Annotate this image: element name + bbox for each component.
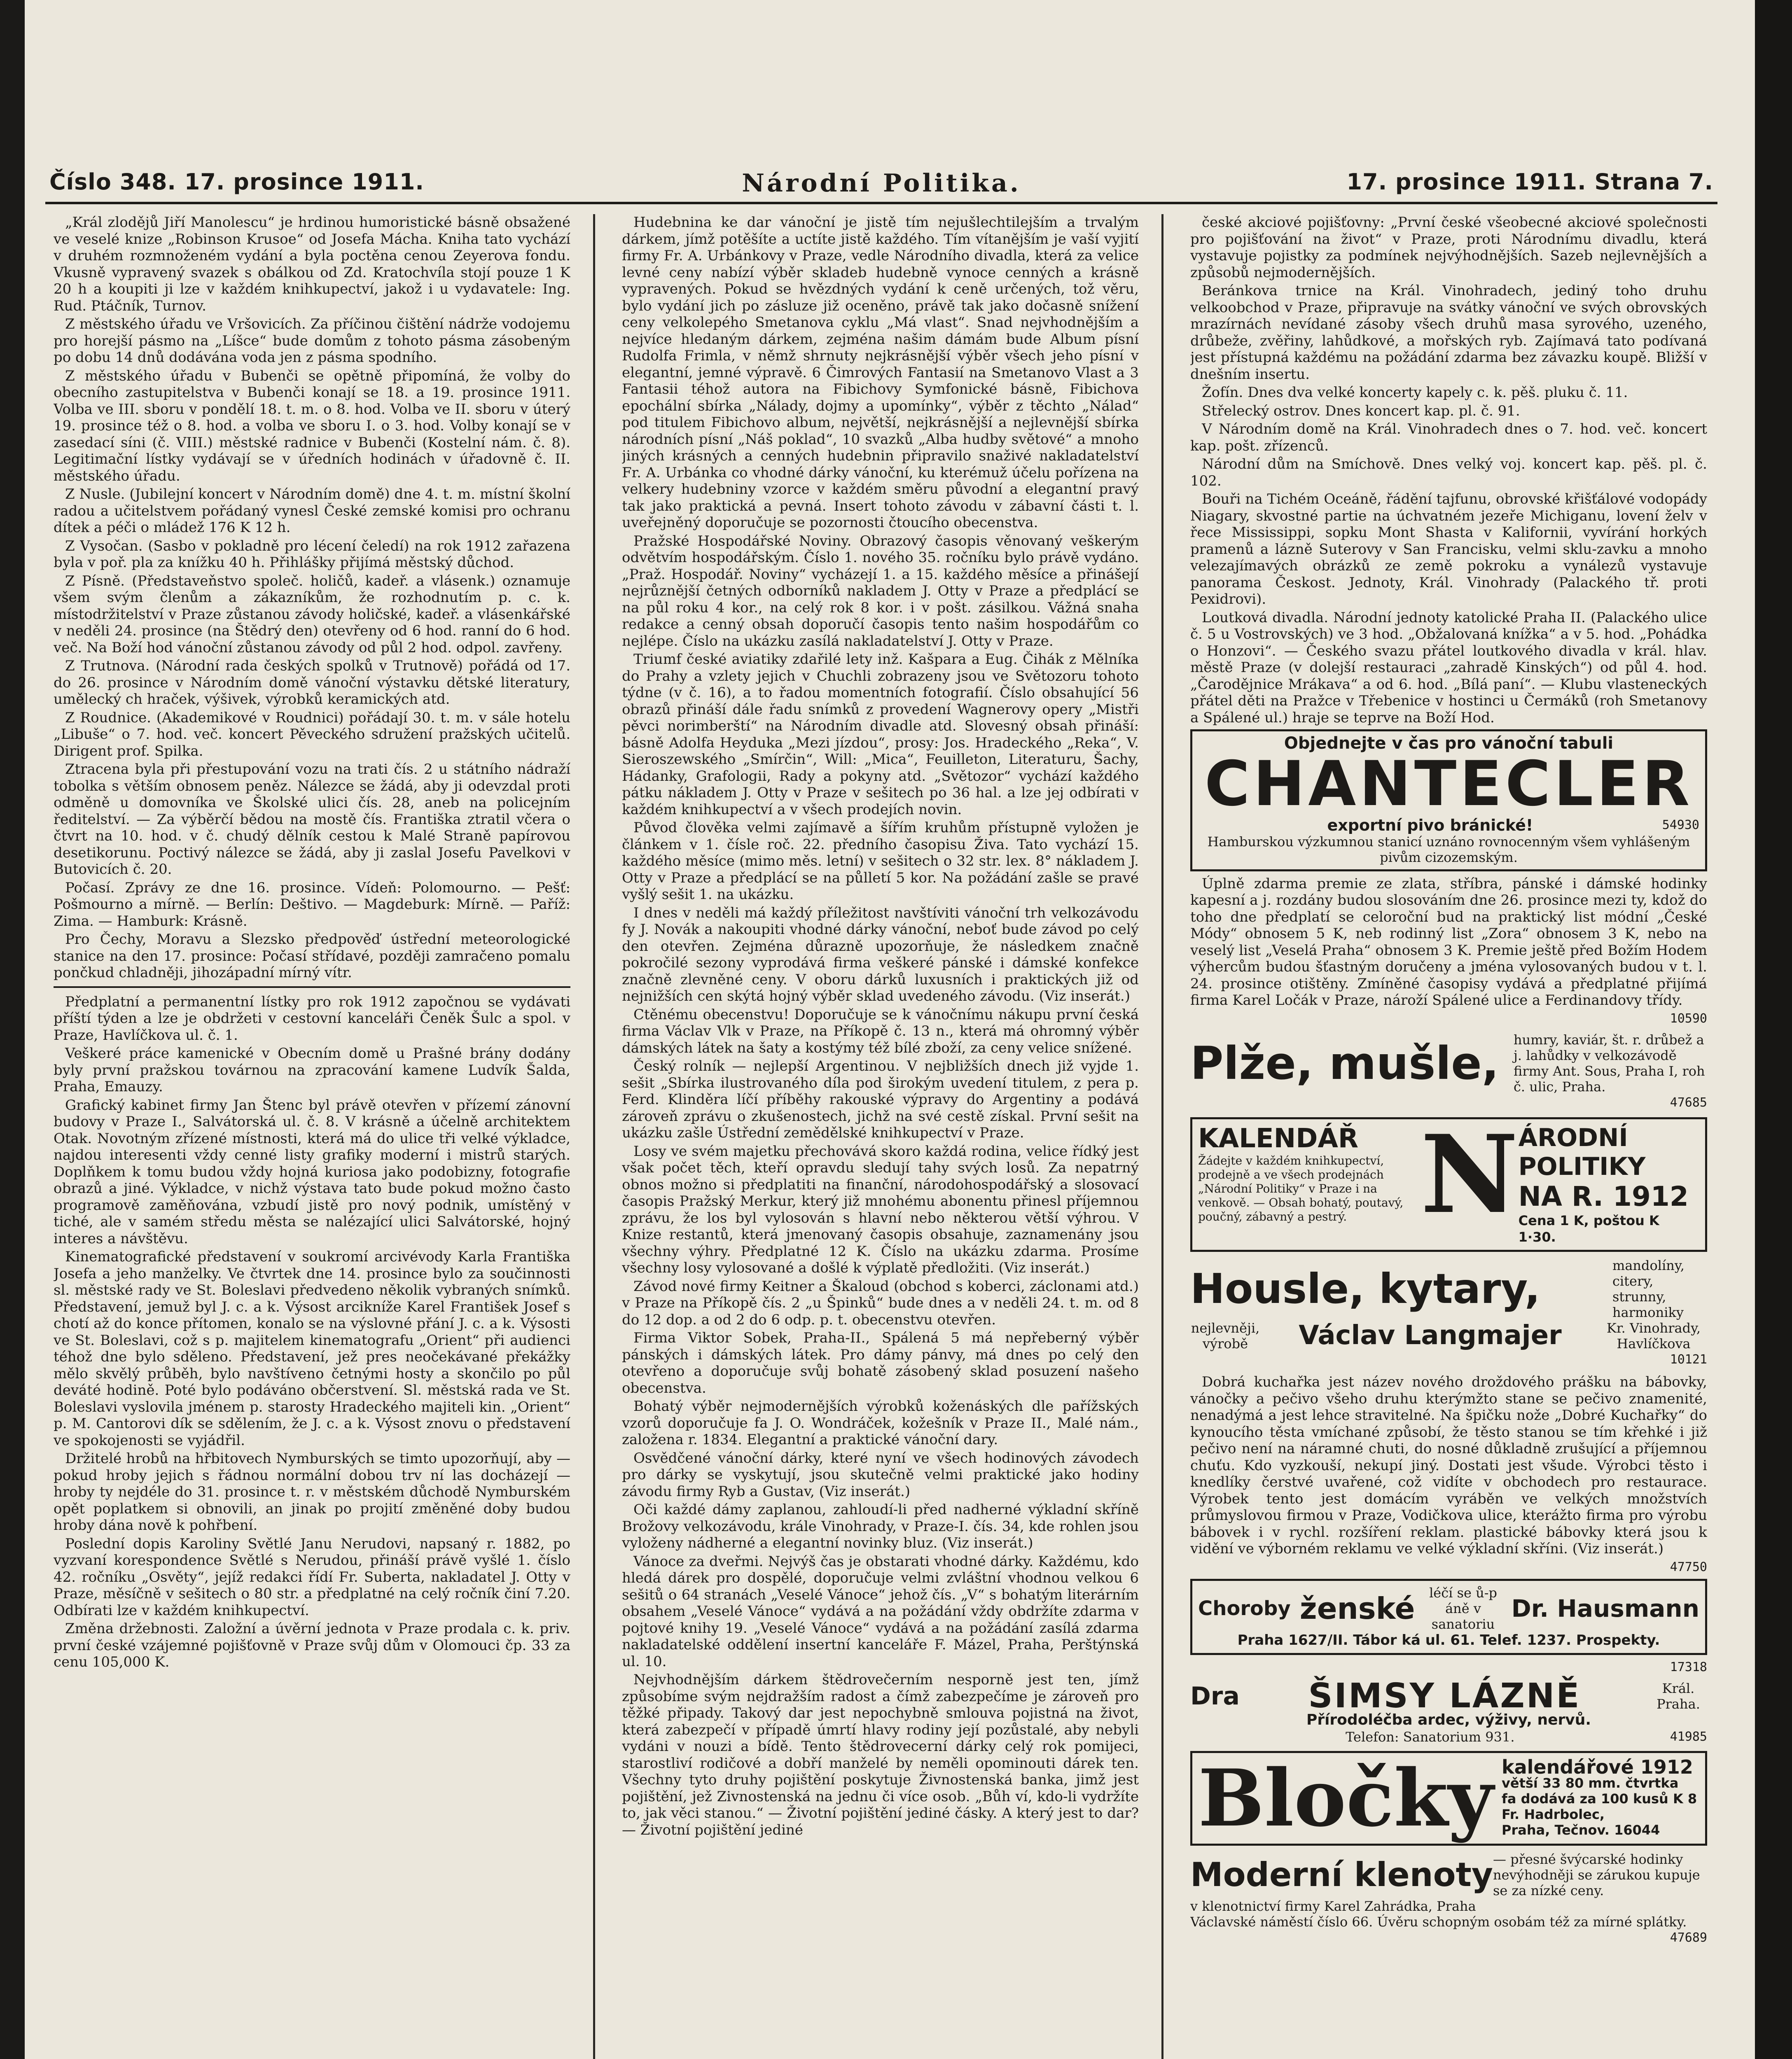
article: Veškeré práce kamenické v Obecním domě u Prašné brány dodány byly první pražskou továrnou na zpracování kamene Ludvík Šalda, Praha, Emauzy.	[54, 1045, 570, 1095]
article: Pražské Hospodářské Noviny. Obrazový časopis věnovaný veškerým odvětvím hospodářským. Číslo 1. nového 35. ročníku bylo právě vydáno. „Praž. Hospodář. Noviny“ vycházejí 1. a 15. každého měsíce a přinášejí nejrůznější četných odborníků nakladem J. Otty v Praze a předplácí se na půl roku 4 kor., na celý rok 8 kor. i v pošt. zásilkou. Vážná snaha redakce a cenný obsah doporučí časopis tento našim hospodářům co nejlépe. Číslo na ukázku zasílá nakladatelství J. Otty v Praze.	[622, 532, 1139, 649]
ad-choroby-name: Dr. Hausmann	[1511, 1594, 1699, 1622]
section-rule	[54, 986, 570, 988]
ad-chantecler	[1190, 729, 1707, 871]
article: V Národním domě na Král. Vinohradech dnes o 7. hod. več. koncert kap. pošt. zřízenců.	[1190, 421, 1707, 454]
ad-blocky-l5: Praha, Tečnov. 16044	[1502, 1822, 1660, 1838]
ad-simsy-title: ŠIMSY LÁZNĚ	[1308, 1676, 1581, 1716]
scan-edge-left	[0, 0, 25, 2059]
ad-plze-title: Plže, mušle,	[1190, 1037, 1499, 1090]
ad-number: 17318	[1670, 1660, 1707, 1674]
article: Pro Čechy, Moravu a Slezsko předpověď ústřední meteorologické stanice na den 17. prosince: Počasí střídavé, později zamračeno pomalu pončkud chladněji, jihozápadní mírný vítr.	[54, 931, 570, 981]
ad-chantecler-line1: exportní pivo bránické!	[1327, 816, 1533, 834]
ad-kalendar	[1190, 1111, 1707, 1252]
ad-housle	[1190, 1256, 1707, 1370]
ad-choroby-address: Praha 1627/II. Tábor ká ul. 61. Telef. 1237. Prospekty.	[1237, 1632, 1660, 1648]
ad-simsy-line3: Telefon: Sanatorium 931.	[1346, 1729, 1515, 1745]
ad-housle-number: 10121	[1670, 1352, 1707, 1367]
ad-kalendar-initial: N	[1421, 1111, 1519, 1237]
article: Nejvhodnějším dárkem štědrovečerním nesporně jest ten, jímž způsobíme svým nejdražším radost a čímž zabezpečíme je zároveň pro těžké připady. Takový dar jest nepochybně smlouva pojistná na život, která zabezpečí v případě úmrtí hlavy rodiny její pozůstalé, aby nebyli vydáni v nouzi a bídě. Tento štědrovecerní dárky celý rok pomijeci, starostliví rodičové a dobří manželé by neměli opominouti dárek ten. Všechny tyto druhy pojištění poskytuje Živnostenská banka, jimž jest pojištění, jež Zivnostenská na jednu či více osob. „Bůh ví, kdo-li vydržíte to, jak věci stanou.“ — Životní pojištění jediné čásky. A který jest to dar? — Životní pojištění jediné	[622, 1671, 1139, 1838]
article: Osvědčené vánoční dárky, které nyní ve všech hodinových závodech pro dárky se vyskytují, jsou skutečně velmi praktické jako hodiny závodu firmy Ryb a Gustav, (Viz inserát.)	[622, 1450, 1139, 1500]
article: Změna držebnosti. Založní a úvěrní jednota v Praze prodala c. k. priv. první české vzájemné pojišťovně v Praze svůj dům v Olomouci čp. 33 za cenu 105,000 K.	[54, 1620, 570, 1670]
newspaper-page	[45, 156, 1717, 2059]
ad-plze	[1190, 1030, 1707, 1113]
ad-choroby-mid: léčí se ů-p áně v sanatoriu	[1429, 1585, 1497, 1632]
article: Z Písně. (Představeňstvo společ. holičů, kadeř. a vlásenk.) oznamuje všem svým členům a zákazníkům, že rozhodnutím p. c. k. místodržitelství v Praze zůstanou závody holičské, kadeř. a vlásenkářské v neděli 24. prosince (na Štědrý den) otevřeny od 6 hod. ranní do 6 hod. več. Na Boží hod vánoční zůstanou závody od půl 2 hod. odpol. zavřeny.	[54, 572, 570, 656]
ad-number: 10590	[1670, 1011, 1707, 1026]
ad-blocky-l3: fa dodává za 100 kusů K 8	[1502, 1791, 1697, 1807]
article: Z Vysočan. (Sasbo v pokladně pro lécení čeledí) na rok 1912 zařazena byla v poř. pla za knížku 40 h. Přihlášky přijímá městský důchod.	[54, 537, 570, 571]
article: Bohatý výběr nejmodernějších výrobků koženáských dle pařížských vzorů doporučuje fa J. O. Wondráček, kožešník v Praze II., Malé nám., založena r. 1834. Elegantní a praktické vánoční dary.	[622, 1398, 1139, 1448]
article: Střelecký ostrov. Dnes koncert kap. pl. č. 91.	[1202, 402, 1520, 419]
ad-number: 47750	[1670, 1559, 1707, 1574]
ad-housle-right: mandolíny, citery, strunny, harmoniky	[1612, 1257, 1685, 1320]
article: Držitelé hrobů na hřbitovech Nymburských se timto upozorňují, aby — pokud hroby jejich s řádnou normální dobou trv ní las docházejí — hroby ty nejdéle do 31. prosince t. r. v městském důchodě Nymburském opět poplatkem si obnovili, an jinak po projití změněné doby budou hroby dána nově k pohřbení.	[54, 1450, 570, 1534]
ad-klenoty-title: Moderní klenoty	[1190, 1855, 1493, 1894]
ad-kalendar-price: Cena 1 K, poštou K 1·30.	[1518, 1212, 1659, 1245]
article: Český rolník — nejlepší Argentinou. V nejbližších dnech již vyjde 1. sešit „Sbírka ilustrovaného díla pod širokým uvedení titulem, z pera p. Ferd. Klinděra líčí příběhy rakouské výpravy do Argentiny a podává zároveň zprávu o zkušenostech, jichž na své cestě získal. První sešit na ukázku zašle Ústřední zemědělské knihkupectví v Praze.	[622, 1058, 1139, 1141]
ad-plze-text: humry, kaviár, št. r. drůbež a j. lahůdky v velkozávodě firmy Ant. Sous, Praha I, roh č. ulic, Praha.	[1514, 1032, 1705, 1095]
ad-chantecler-name: CHANTECLER	[1204, 748, 1693, 820]
article: české akciové pojišťovny: „První české všeobecné akciové společnosti pro pojišťování na život“ v Praze, proti Národnímu divadlu, která vystavuje pojistky za podmínek nejvýhodnějších. Sazeb nejlevnějších a způsobů nejmodernějších.	[1190, 214, 1707, 281]
article: Počasí. Zprávy ze dne 16. prosince. Vídeň: Polomourno. — Pešť: Pošmourno a mírně. — Berlín: Deštivo. — Magdeburk: Mírně. — Paříž: Zima. — Hamburk: Krásně.	[54, 879, 570, 929]
article: „Král zlodějů Jiří Manolescu“ je hrdinou humoristické básně obsažené ve veselé knize „Robinson Krusoe“ od Josefa Mácha. Kniha tato vychází v druhém rozmnoženém vydání a byla poctěna cenou Zeyerova fondu. Vkusně vypravený svazek s obálkou od Zd. Kratochvíla stojí pouze 1 K 20 h a koupiti ji lze v každém knihkupectví, jakož i u vydavatele: Ing. Rud. Ptáčník, Turnov.	[54, 214, 570, 314]
ad-kalendar-title: KALENDÁŘ	[1198, 1123, 1359, 1154]
article: Úplně zdarma premie ze zlata, stříbra, pánské i dámské hodinky kapesní a j. rozdány budou slosováním dne 26. prosince mezi ty, kdož do toho dne předplatí se celoroční bud na praktický list módní „České Módy“ obnosem 5 K, neb rodinný list „Zora“ obnosem 3 K, nebo na veselý list „Veselá Praha“ obnosem 3 K. Premie ještě před Božím Hodem výhercům budou šťastným doručeny a jména vylosovaných budou v t. l. 24. prosince otištěny. Zmíněné časopisy vydává a předplatné přijímá firma Karel Ločák v Praze, nároží Spálené ulice a Ferdinandovy třídy.	[1190, 875, 1707, 1008]
article: Vánoce za dveřmi. Nejvýš čas je obstarati vhodné dárky. Každému, kdo hledá dárek pro dospělé, doporučuje velmi zvláštní vhodnou velkou 6 sešitů o 64 stranách „Veselé Vánoce“ jehož čís. „V“ s bohatým literárním obsahem „Veselé Vánoce“ vydává a na požádání vždy obdržíte zdarma v pojtové knihy 19. „Veselé Vánoce“ vydává a na požádání zasílá zdarma nakladatelské oddělení insertní kanceláře F. Mázel, Praha, Perštýnská ul. 10.	[622, 1553, 1139, 1670]
header-rule	[45, 202, 1717, 204]
page-header	[45, 169, 1717, 206]
article: Původ člověka velmi zajímavě a šířím kruhům přístupně vyložen je článkem v 1. čísle roč. 22. předního časopisu Živa. Tato vychází 15. každého měsíce (mimo měs. letní) v sešitech o 32 str. lex. 8° nákladem J. Otty v Praze a předplácí se na půlletí 5 kor. Na požádání zašle se pravé vyšlý sešit 1. na ukázku.	[622, 819, 1139, 903]
ad-simsy-number: 41985	[1670, 1729, 1707, 1744]
ad-housle-title: Housle, kytary,	[1190, 1264, 1540, 1313]
column-1	[54, 214, 570, 2059]
ad-housle-name: Václav Langmajer	[1299, 1320, 1562, 1351]
scan-edge-right	[1755, 0, 1792, 2059]
ad-simsy-line2: Přírodoléčba ardec, výživy, nervů.	[1306, 1711, 1591, 1728]
article: Závod nové firmy Keitner a Škaloud (obchod s koberci, záclonami atd.) v Praze na Příkopě čís. 2 „u Špinků“ bude dnes a v neděli 24. t. m. od 8 do 12 dop. a od 2 do 6 odp. p. t. obecenstvu otevřen.	[622, 1278, 1139, 1328]
ad-blocky-title: Bločky	[1198, 1752, 1494, 1844]
ad-kalendar-title2: ÁRODNÍ POLITIKY	[1518, 1123, 1646, 1181]
ad-blocky-l4: Fr. Hadrbolec,	[1502, 1807, 1605, 1823]
ad-choroby-title: ženské	[1299, 1591, 1415, 1626]
issue-date: Číslo 348. 17. prosince 1911.	[49, 169, 424, 195]
article: Hudebnina ke dar vánoční je jistě tím nejušlechtilejším a trvalým dárkem, jímž potěšíte a uctíte jistě každého. Tím vítanějším je vaší vyjití firmy Fr. A. Urbánkovy v Praze, vedle Národního divadla, která za velice levné ceny nabízí výběr skladeb hudebně vynoce cenných a krásně vypravených. Pokud se hvězdných vydání k ceně určených, tož věru, bylo vydání jich po zásluze již oceněno, právě tak jako dočasně snížení ceny velkolepého Smetanova cyklu „Má vlast“. Snad nejvhodnějším a nejvíce hledaným dárkem, zejména našim dámám bude Album písní Rudolfa Frimla, v němž shrnuty nejkrásnější výběr všech jeho písní v elegantní, jemné výpravě. 6 Čimrových Fantasií na Smetanovo Vlast a 3 Fantasii téhož autora na Fibichovy Symfonické básně, Fibichova epochální sbírka „Nálady, dojmy a upomínky“, výběr z těchto „Nálad“ pod titulem Fibichovo album, největší, nejkrásnější a nejlevnější sbírka národních písní „Náš poklad“, 10 svazků „Alba hudby světové“ a mnoho jiných krásných a cenných hudebnin připravilo snaživé nakladatelství Fr. A. Urbánka co vhodné dárky vánoční, ku kterémuž účelu pořízena na velkery hudebniny vzorce v každém směru původní a elegantní pravý tak jako praktická a pevná. Insert tohoto závodu v zábavní části t. l. uveřejněný doporučuje se pozornosti čtoucího obecenstva.	[622, 214, 1139, 531]
ad-housle-left: nejlevněji, výrobě	[1191, 1320, 1260, 1352]
article: Kinematografické představení v soukromí arcivévody Karla Františka Josefa a jeho manželky. Ve čtvrtek dne 14. prosince bylo za součinnosti sl. městské rady ve St. Boleslavi předvedeno několik vybraných snímků. Představení, jemuž byl J. c. a k. Výsost arcikníže Karel František Josef s chotí až do konce přítomen, konalo se na výslovné přání J. c. a k. Výsosti ve St. Boleslavi, což s p. majitelem kinematografu „Orient“ při audienci téhož dne bylo sděleno. Představení, jež pres neočekávané překážky mělo skvělý průběh, bylo navštíveno četnými hosty a skončilo po půl deváté hodině. Poté bylo podáváno občerstvení. Sl. městská rada ve St. Boleslavi vyslovila jménem p. starosty Hradeckého majiteli kin. „Orient“ p. M. Cantorovi dík se sdělením, že J. c. a k. Výsost znovu o představení ve spokojenosti se vyjádřil.	[54, 1249, 570, 1449]
article: Firma Viktor Sobek, Praha-II., Spálená 5 má nepřeberný výběr pánských i dámských látek. Pro dámy pánvy, má dnes po celý den otevřeno a doporučuje svůj bohatě zásobený sklad posuzení našeho obecenstva.	[622, 1330, 1139, 1396]
ad-klenoty-right: — přesné švýcarské hodinky nevýhodněji se zárukou kupuje se za nízké ceny.	[1493, 1851, 1700, 1898]
article: Losy ve svém majetku přechovává skoro každá rodina, velice řídký jest však počet těch, kteří opravdu sledují tahy svých losů. Za nepatrný obnos možno si předplatiti na finanční, národohospodářský a slosovací časopis Pražský Merkur, který již mnohému abonentu přinesl příjemnou zprávu, že los byl vylosován s hlavní nebo některou větší výhrou. V Knize restantů, která jmenovaný časopis obsahuje, zaznamenány jsou všechny výhry. Předplatné 12 K. Číslo na ukázku zdarma. Prosíme všechny losy vylosované a došlé k výplatě předložiti. (Viz inserát.)	[622, 1143, 1139, 1276]
article: Dobrá kuchařka jest název nového droždového prášku na bábovky, vánočky a pečivo všeho druhu kterýmžto stane se pečivo znamenité, nenadýmá a jest lehce stravitelné. Na špičku nože „Dobré Kuchařky“ do kynoucího těsta vmíchané způsobí, že těsto stanou se tím křehké i již pečivo není na náramné chuti, do nosné důkladně zrušující a příjemnou chuťu. Kdo vyzkouší, nekupí jiný. Dostati jest všude. Výrobci těsto i knedlíky čerstvé uvařené, což vidíte v obchodech pro restaurace. Výrobek tento jest domácím vyráběn ve velkých množstvích průmyslovou firmou v Praze, Vodičkova ulice, kterážto firma pro výrobu bábovek i v rychl. rozšíření reklam. plastické bábovky která jsou k vidění ve výborném reklamu ve velké výkladní skříni. (Viz inserát.)	[1190, 1374, 1707, 1557]
article: Ztracena byla při přestupování vozu na trati čís. 2 u státního nádraží tobolka s větším obnosem peněz. Nálezce se žádá, aby ji odevzdal proti odměně u domovníka ve Školské ulici čís. 28, aneb na policejním ředitelství. — Za výběrčí bědou na mostě čís. Františka ztratil včera o čtvrt na 10. hod. v č. chudý dělník cestou k Malé Straně papírovou desetikorunu. Poctivý nálezce se žádá, aby ji zaslal Josefu Pavelkovi v Butovicích č. 20.	[54, 761, 570, 878]
ad-simsy-pre: Dra	[1190, 1681, 1240, 1711]
article: Z městského úřadu ve Vršovicích. Za příčinou čištění nádrže vodojemu pro horejší pásmo na „Líšce“ bude domům z tohoto pásma zásobeným po dobu 14 dnů dodávána voda jen z pásma spodního.	[54, 316, 570, 366]
ad-klenoty-mid: v klenotnictví firmy Karel Zahrádka, Praha	[1190, 1898, 1476, 1914]
ad-blocky-l2: větší 33 80 mm. čtvrtka	[1502, 1775, 1679, 1791]
article: Bouři na Tichém Oceáně, řádění tajfunu, obrovské křišťálové vodopády Niagary, skvostné partie na úchvatném jezeře Michiganu, lovení želv v řece Mississippi, sopku Mont Shasta v Kalifornii, vyvírání horkých pramenů a lázně Suterovy v San Francisku, velmi sklu-zavku a mnoho velezajímavých obrázků ze země pokroku a vynálezů vystavuje panorama Českost. Jednoty, Král. Vinohrady (Palackého tř. proti Pexidrovi).	[1190, 491, 1707, 607]
column-2	[622, 214, 1139, 2059]
article: Z Roudnice. (Akademikové v Roudnici) pořádají 30. t. m. v sále hotelu „Libuše“ o 7. hod. več. koncert Pěveckého sdružení pražských učitelů. Dirigent prof. Spilka.	[54, 709, 570, 759]
article: Loutková divadla. Národní jednoty katolické Praha II. (Palackého ulice č. 5 u Vostrovských) ve 3 hod. „Obžalovaná knížka“ a v 5. hod. „Pohádka o Honzovi“. — Českého svazu přátel loutkového divadla v král. hlav. městě Praze (v dolejší restauraci „zahradě Kinských“) od půl 4. hod. „Čarodějnice Mrákava“ a od 6. hod. „Bílá paní“. — Klubu vlasteneckých přátel děti na Pražce v Třebenice v hostinci u Čermáků (roh Smetanovy a Spálené ul.) hraje se teprve na Boží Hod.	[1190, 609, 1707, 726]
article: Oči každé dámy zaplanou, zahloudí-li před nadherné výkladní skříně Brožovy velkozávodu, krále Vinohrady, v Praze-I. čís. 34, kde rohlen jsou vyloženy nádherné a elegantní novinky bluz. (Viz inserát.)	[622, 1501, 1139, 1551]
ad-kalendar-text: Žádejte v každém knihkupectví, prodejně a ve všech prodejnách „Národní Politiky“ v Praze i na venkově. — Obsah bohatý, poutavý, poučný, zábavný a pestrý.	[1198, 1153, 1404, 1223]
ad-choroby-pre: Choroby	[1198, 1597, 1291, 1620]
column-3	[1190, 214, 1707, 2059]
article: Poslední dopis Karoliny Světlé Janu Nerudovi, napsaný r. 1882, po vyzvaní korespondence Světlé s Nerudou, přináší právě vyšlé 1. číslo 42. ročníku „Osvěty“, jejíž redakci řídí Fr. Suberta, nakladatel J. Otty v Praze, měsíčně v sešitech o 80 str. a předplatné na celý ročník činí 7.20. Odbírati lze v každém knihkupectví.	[54, 1535, 570, 1619]
article: Národní dům na Smíchově. Dnes velký voj. koncert kap. pěš. pl. č. 102.	[1190, 456, 1707, 489]
ad-plze-number: 47685	[1670, 1095, 1707, 1110]
ad-klenoty	[1190, 1850, 1707, 1948]
article: Z Nusle. (Jubilejní koncert v Národním domě) dne 4. t. m. místní školní radou a učitelstvem pořádaný vynesl České zemské komisi pro ochranu dítek a péči o mládež 176 K 12 h.	[54, 486, 570, 536]
ad-choroby	[1190, 1579, 1707, 1655]
article: Předplatní a permanentní lístky pro rok 1912 započnou se vydávati příští týden a lze je obdržeti v cestovní kanceláři Čeněk Šulc a spol. v Praze, Havlíčkova ul. č. 1.	[54, 993, 570, 1044]
article: Z Trutnova. (Národní rada českých spolků v Trutnově) pořádá od 17. do 26. prosince v Národním domě vánoční výstavku dětské literatury, umělecký ch hraček, výšivek, výrobků keramických atd.	[54, 658, 570, 707]
ad-kalendar-year: NA R. 1912	[1518, 1180, 1689, 1212]
article: Žofín. Dnes dva velké koncerty kapely c. k. pěš. pluku č. 11.	[1202, 384, 1628, 401]
article: Ctěnému obecenstvu! Doporučuje se k vánočnímu nákupu první česká firma Václav Vlk v Praze, na Příkopě č. 13 n., která má ohromný výběr dámských látek na šaty a kostýmy též bílé zboží, za ceny velice snížené.	[622, 1006, 1139, 1056]
ad-klenoty-text: Václavské náměstí číslo 66. Úvěru schopným osobám též za mírné splátky.	[1190, 1914, 1687, 1930]
ad-simsy	[1190, 1676, 1707, 1747]
article: I dnes v neděli má každý příležitost navštíviti vánoční trh velkozávodu fy J. Novák a nakoupiti vhodné dárky vánoční, neboť bude závod po celý den otevřen. Zejména důrazně upozorňuje, že následkem značně pokročilé sezony vyprodává firma veškeré pánské i dámské konfekce značně zlevněné ceny. V oboru dárků luxusních i praktických již od nejnižších cen skýtá hojný výběr sklad uvedeného závodu. (Viz inserát.)	[622, 904, 1139, 1004]
ad-blocky	[1190, 1751, 1707, 1846]
ad-housle-place: Kr. Vinohrady, Havlíčkova	[1606, 1320, 1701, 1352]
ad-klenoty-number: 47689	[1670, 1931, 1707, 1945]
masthead-title: Národní Politika.	[742, 169, 1021, 198]
ad-chantecler-top: Objednejte v čas pro vánoční tabuli	[1284, 734, 1614, 753]
column-rule	[593, 214, 595, 2059]
column-rule	[1161, 214, 1164, 2059]
date-page: 17. prosince 1911. Strana 7.	[1346, 169, 1713, 195]
ad-blocky-l1: kalendářové 1912	[1502, 1756, 1693, 1778]
article: Triumf české aviatiky zdařilé lety inž. Kašpara a Eug. Čihák z Mělníka do Prahy a vzlety jejich v Chuchli zobrazeny jsou ve Světozoru tohoto týdne (v č. 16), a to řadou momentních fotografií. Číslo obsahující 56 obrazů přináší dále řadu snímků z provedení Wagnerovy opery „Mistři pěvci norimberští“ na Národním divadle atd. Slovesný obsah přináší: básně Adolfa Heyduka „Mezi jízdou“, prosy: Jos. Hradeckého „Reka“, V. Sieroszewského „Smírčin“, Will: „Mica“, Feuilleton, Literaturu, Šachy, Hádanky, Grafologii, Rady a pokyny atd. „Světozor“ vychází každého pátku nákladem J. Otty v Praze v sešitech po 36 hal. a lze jej odbírati v každém knihkupectví a v všech prodejích novin.	[622, 651, 1139, 818]
ad-chantecler-line2: Hamburskou výzkumnou stanicí uznáno rovnocenným všem vyhlášeným pivům cizozemským.	[1207, 833, 1690, 865]
ad-chantecler-number: 54930	[1662, 818, 1699, 832]
article: Beránkova trnice na Král. Vinohradech, jediný toho druhu velkoobchod v Praze, připravuje na svátky vánoční ve svých obrovských mrazírnách nevídané zásoby všech druhů masa syrového, uzeného, drůbeže, zvěřiny, lahůdkové, a mořských ryb. Zajímavá tato podívaná jest přístupná každému na požádání zdarma bez závazku koupě. Bližší v dnešním insertu.	[1190, 282, 1707, 383]
ad-simsy-right: Král. Praha.	[1656, 1681, 1700, 1712]
article: Z městského úřadu v Bubenči se opětně připomíná, že volby do obecního zastupitelstva v Bubenči konají se 18. a 19. prosince 1911. Volba ve III. sboru v pondělí 18. t. m. o 8. hod. Volba ve II. sboru v úterý 19. prosince též o 8. hod. a volba ve sboru I. o 3. hod. Volby konají se v zasedací síni (č. VIII.) městské radnice v Bubenči (Kostelní nám. č. 8). Legitimační lístky vydávají se v úředních hodinách v úřadovně č. II. městského úřadu.	[54, 367, 570, 484]
article: Grafický kabinet firmy Jan Štenc byl právě otevřen v přízemí zánovní budovy v Praze I., Salvátorská ul. č. 8. V krásně a účelně architektem Otak. Novotným zřízené místnosti, která má do ulice tři velké výkladce, najdou interesenti vždy cenné listy grafiky moderní i mistrů starých. Doplňkem k tomu budou vždy hojná kuriosa jako podobizny, fotografie obrazů a jiné. Výkladce, v nichž výstava tato bude pokud možno často programově zaměňována, vzbudí jistě pro nový podnik, umístěný v tiché, ale v samém středu města se nalézající ulici Salvátorské, hojný interes a návštěvu.	[54, 1097, 570, 1247]
